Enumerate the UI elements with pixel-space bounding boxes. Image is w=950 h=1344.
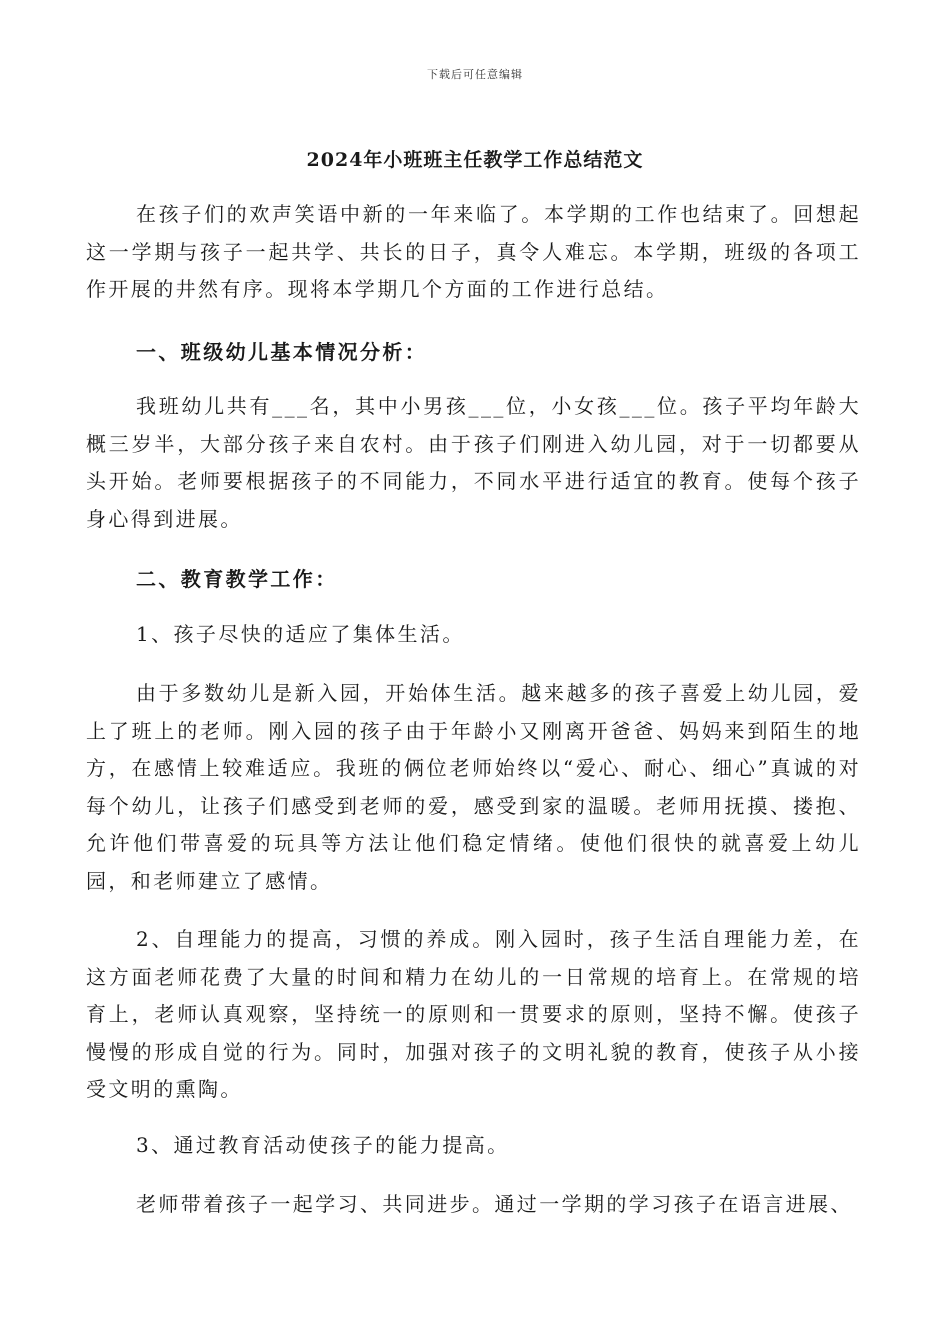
document-title: 2024年小班班主任教学工作总结范文 [306,149,644,171]
header-note: 下载后可任意编辑 [427,68,523,81]
item-heading-adapt-collective-life: 1、孩子尽快的适应了集体生活。 [136,622,465,646]
self-care-paragraph: 2、自理能力的提高，习惯的养成。刚入园时，孩子生活自理能力差，在这方面老师花费了大量的时间和精力在幼儿的一日常规的培育上。在常规的培育上，老师认真观察，坚持统一的原则和一贯要求的原则，坚持不懈。使孩子慢慢的形成自觉的行为。同时，加强对孩子的文明礼貌的教育，使孩子从小接受文明的熏陶。 [86,927,861,1101]
section-heading-class-analysis: 一、班级幼儿基本情况分析： [136,340,428,364]
item-heading-ability-improvement: 3、通过教育活动使孩子的能力提高。 [136,1133,510,1157]
ability-improvement-paragraph: 老师带着孩子一起学习、共同进步。通过一学期的学习孩子在语言进展、 [136,1192,853,1216]
adapt-collective-life-paragraph: 由于多数幼儿是新入园，开始体生活。越来越多的孩子喜爱上幼儿园，爱上了班上的老师。刚入园的孩子由于年龄小又刚离开爸爸、妈妈来到陌生的地方，在感情上较难适应。我班的俩位老师始终以“爱心、耐心、细心”真诚的对每个幼儿，让孩子们感受到老师的爱，感受到家的温暖。老师用抚摸、搂抱、允许他们带喜爱的玩具等方法让他们稳定情绪。使他们很快的就喜爱上幼儿园，和老师建立了感情。 [86,681,861,893]
intro-paragraph: 在孩子们的欢声笑语中新的一年来临了。本学期的工作也结束了。回想起这一学期与孩子一起共学、共长的日子，真令人难忘。本学期，班级的各项工作开展的井然有序。现将本学期几个方面的工作进行总结。 [86,202,861,301]
section-heading-teaching-work: 二、教育教学工作： [136,567,338,591]
class-analysis-paragraph: 我班幼儿共有___名，其中小男孩___位，小女孩___位。孩子平均年龄大概三岁半，大部分孩子来自农村。由于孩子们刚进入幼儿园，对于一切都要从头开始。老师要根据孩子的不同能力，不同水平进行适宜的教育。使每个孩子身心得到进展。 [86,394,861,531]
